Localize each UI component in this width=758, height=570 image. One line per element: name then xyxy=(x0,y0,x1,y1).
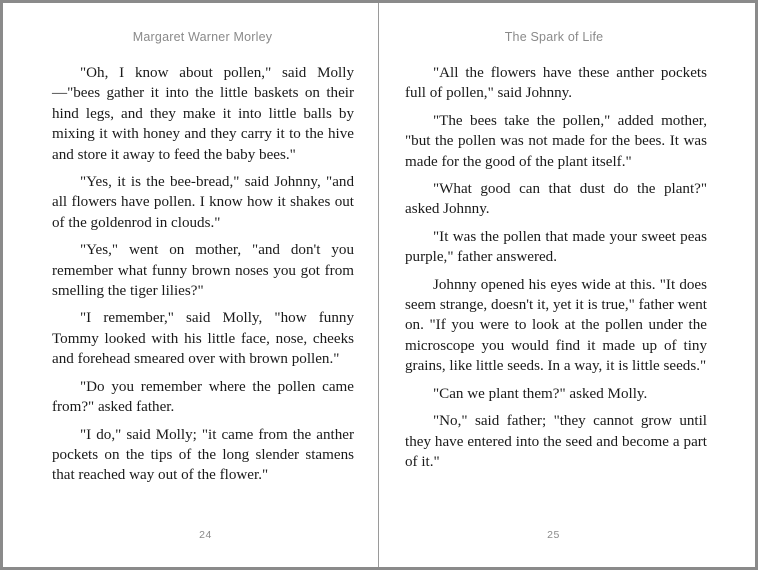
right-page[interactable] xyxy=(378,3,753,567)
right-page-number: 25 xyxy=(547,529,560,541)
right-running-head: The Spark of Life xyxy=(504,30,604,44)
left-page[interactable] xyxy=(3,3,378,567)
paragraph: "Yes," went on mother, "and don't you remember what funny brown noses you got from smelling the tiger lilies?" xyxy=(52,242,354,300)
paragraph: "I do," said Molly; "it came from the anther pockets on the tips of the long slender stamens that reached way out of the flower." xyxy=(52,426,354,484)
paragraph: Johnny opened his eyes wide at this. "It does seem strange, doesn't it, yet it is true," father went on. "If you were to look at the pollen under the microscope you would find it made up of tiny grains, like little seeds. In a way, it is little seeds." xyxy=(405,276,707,375)
left-running-head: Margaret Warner Morley xyxy=(132,30,273,44)
right-page-text xyxy=(405,63,707,479)
left-page-number: 24 xyxy=(199,529,212,541)
paragraph: "No," said father; "they cannot grow until they have entered into the seed and become a part of it." xyxy=(405,413,707,470)
paragraph: "Oh, I know about pollen," said Molly —"bees gather it into the little baskets on their hind legs, and they make it into little balls by mixing it with honey and they carry it to the hive and store it away to feed the baby bees." xyxy=(52,65,354,163)
paragraph: "I remember," said Molly, "how funny Tommy looked with his little face, nose, cheeks and forehead smeared over with brown pollen." xyxy=(52,310,354,368)
paragraph: "All the flowers have these anther pockets full of pollen," said Johnny. xyxy=(405,65,707,102)
left-page-text xyxy=(52,63,354,493)
paragraph: "Do you remember where the pollen came from?" asked father. xyxy=(52,378,354,416)
paragraph: "What good can that dust do the plant?" asked Johnny. xyxy=(405,181,707,218)
paragraph: "Can we plant them?" asked Molly. xyxy=(433,385,648,402)
paragraph: "The bees take the pollen," added mother, "but the pollen was not made for the bees. It was made for the good of the plant itself." xyxy=(405,112,707,170)
paragraph: "It was the pollen that made your sweet peas purple," father answered. xyxy=(405,228,707,266)
paragraph: "Yes, it is the bee-bread," said Johnny, "and all flowers have pollen. I know how it shakes out of the goldenrod in clouds." xyxy=(52,174,354,231)
